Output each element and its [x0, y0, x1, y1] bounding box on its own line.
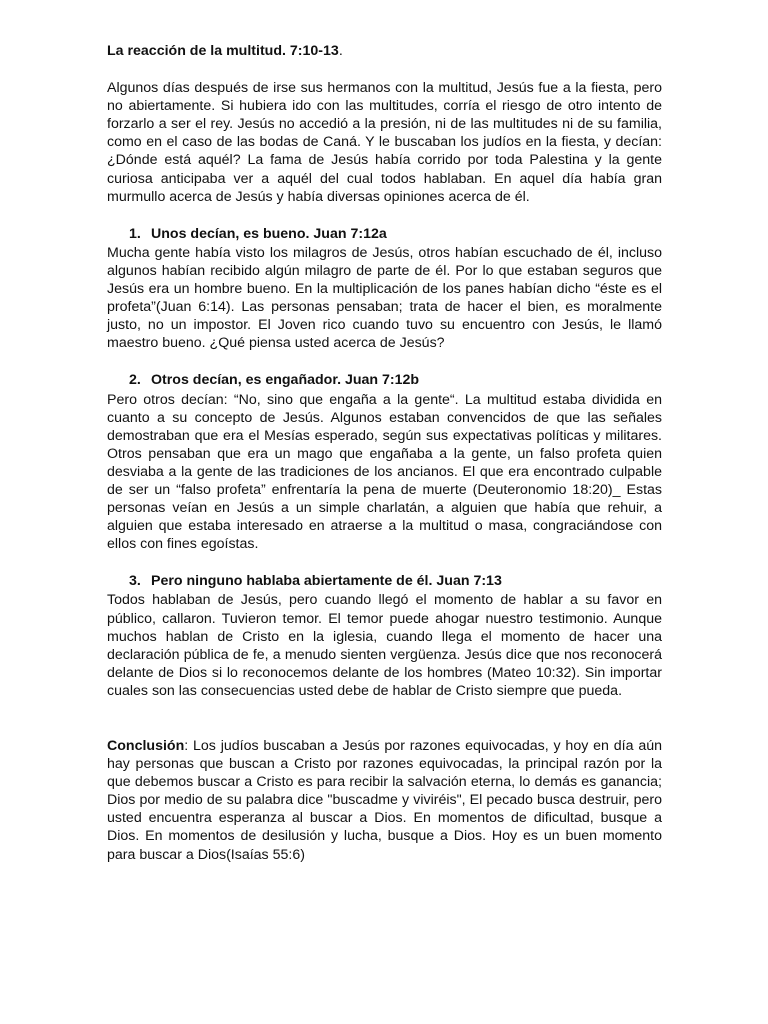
section-heading-text: Otros decían, es engañador. Juan 7:12b	[151, 372, 420, 389]
conclusion-label: Conclusión	[107, 738, 185, 754]
conclusion-paragraph	[107, 737, 662, 864]
section-number: 2.	[129, 372, 141, 389]
section-body: Mucha gente había visto los milagros de Jesús, otros habían escuchado de él, incluso algunos habían recibido algún milagro de parte de él. Por lo que estaban seguros que Jesús era un hombre bueno. En la multiplicación de los panes habían dicho “éste es el profeta”(Juan 6:14). Las personas pensaban; trata de hacer el bien, es moralmente justo, no un impostor. El Joven rico cuando tuvo su encuentro con Jesús, le llamó maestro bueno. ¿Qué piensa usted acerca de Jesús?	[107, 244, 662, 352]
section-2	[107, 371, 662, 553]
title-suffix: .	[338, 43, 343, 59]
section-number: 3.	[129, 573, 141, 590]
section-heading-text: Unos decían, es bueno. Juan 7:12a	[151, 225, 387, 242]
intro-paragraph: Algunos días después de irse sus hermanos con la multitud, Jesús fue a la fiesta, pero no abiertamente. Si hubiera ido con las multitudes, corría el riesgo de otro intento de forzarlo a ser el rey. Jesús no accedió a la presión, ni de las multitudes ni de su familia, como en el caso de las bodas de Caná. Y le buscaban los judíos en la fiesta, y decían: ¿Dónde está aquél? La fama de Jesús había corrido por toda Palestina y la gente curiosa anticipaba ver a aquél del cual todos hablaban. En aquel día había gran murmullo acerca de Jesús y había diversas opiniones acerca de él.	[107, 80, 662, 205]
title-text: La reacción de la multitud. 7:10-13	[107, 43, 339, 59]
conclusion-text: : Los judíos buscaban a Jesús por razones equivocadas, y hoy en día aún hay personas que buscan a Cristo por razones equivocadas, la principal razón por la que debemos buscar a Cristo es para recibir la salvación eterna, lo demás es ganancia; Dios por medio de su palabra dice "buscadme y viviréis", El pecado busca destruir, pero usted encuentra esperanza al buscar a Dios. En momentos de dificultad, busque a Dios. En momentos de desilusión y lucha, busque a Dios. Hoy es un buen momento para buscar a Dios(Isaías 55:6)	[107, 738, 662, 863]
section-body: Pero otros decían: “No, sino que engaña a la gente“. La multitud estaba dividida en cuanto a su concepto de Jesús. Algunos estaban convencidos de que las señales demostraban que era el Mesías esperado, según sus expectativas políticas y militares. Otros pensaban que era un mago que engañaba a la gente, un falso profeta quien desviaba a la gente de las tradiciones de los ancianos. El que era encontrado culpable de ser un “falso profeta” enfrentaría la pena de muerte (Deuteronomio 18:20)_ Estas personas veían en Jesús a un simple charlatán, a alguien que había que rehuir, a alguien que estaba interesado en atraerse a la multitud o masa, congraciándose con ellos con fines egoístas.	[107, 391, 662, 553]
section-3	[107, 572, 662, 700]
section-heading-text: Pero ninguno hablaba abiertamente de él. Juan 7:13	[151, 573, 502, 590]
section-body: Todos hablaban de Jesús, pero cuando llegó el momento de hablar a su favor en público, callaron. Tuvieron temor. El temor puede ahogar nuestro testimonio. Aunque muchos hablan de Cristo en la iglesia, cuando llega el momento de hacer una declaración pública de fe, a menudo sienten vergüenza. Jesús dice que nos reconocerá delante de Dios si lo reconocemos delante de los hombres (Mateo 10:32). Sin importar cuales son las consecuencias usted debe de hablar de Cristo siempre que pueda.	[107, 592, 662, 699]
section-heading	[107, 371, 662, 389]
section-1	[107, 225, 662, 353]
section-number: 1.	[129, 225, 141, 242]
document-title	[107, 42, 662, 60]
section-heading	[107, 572, 662, 590]
section-heading	[107, 225, 662, 243]
document-body	[107, 42, 662, 864]
